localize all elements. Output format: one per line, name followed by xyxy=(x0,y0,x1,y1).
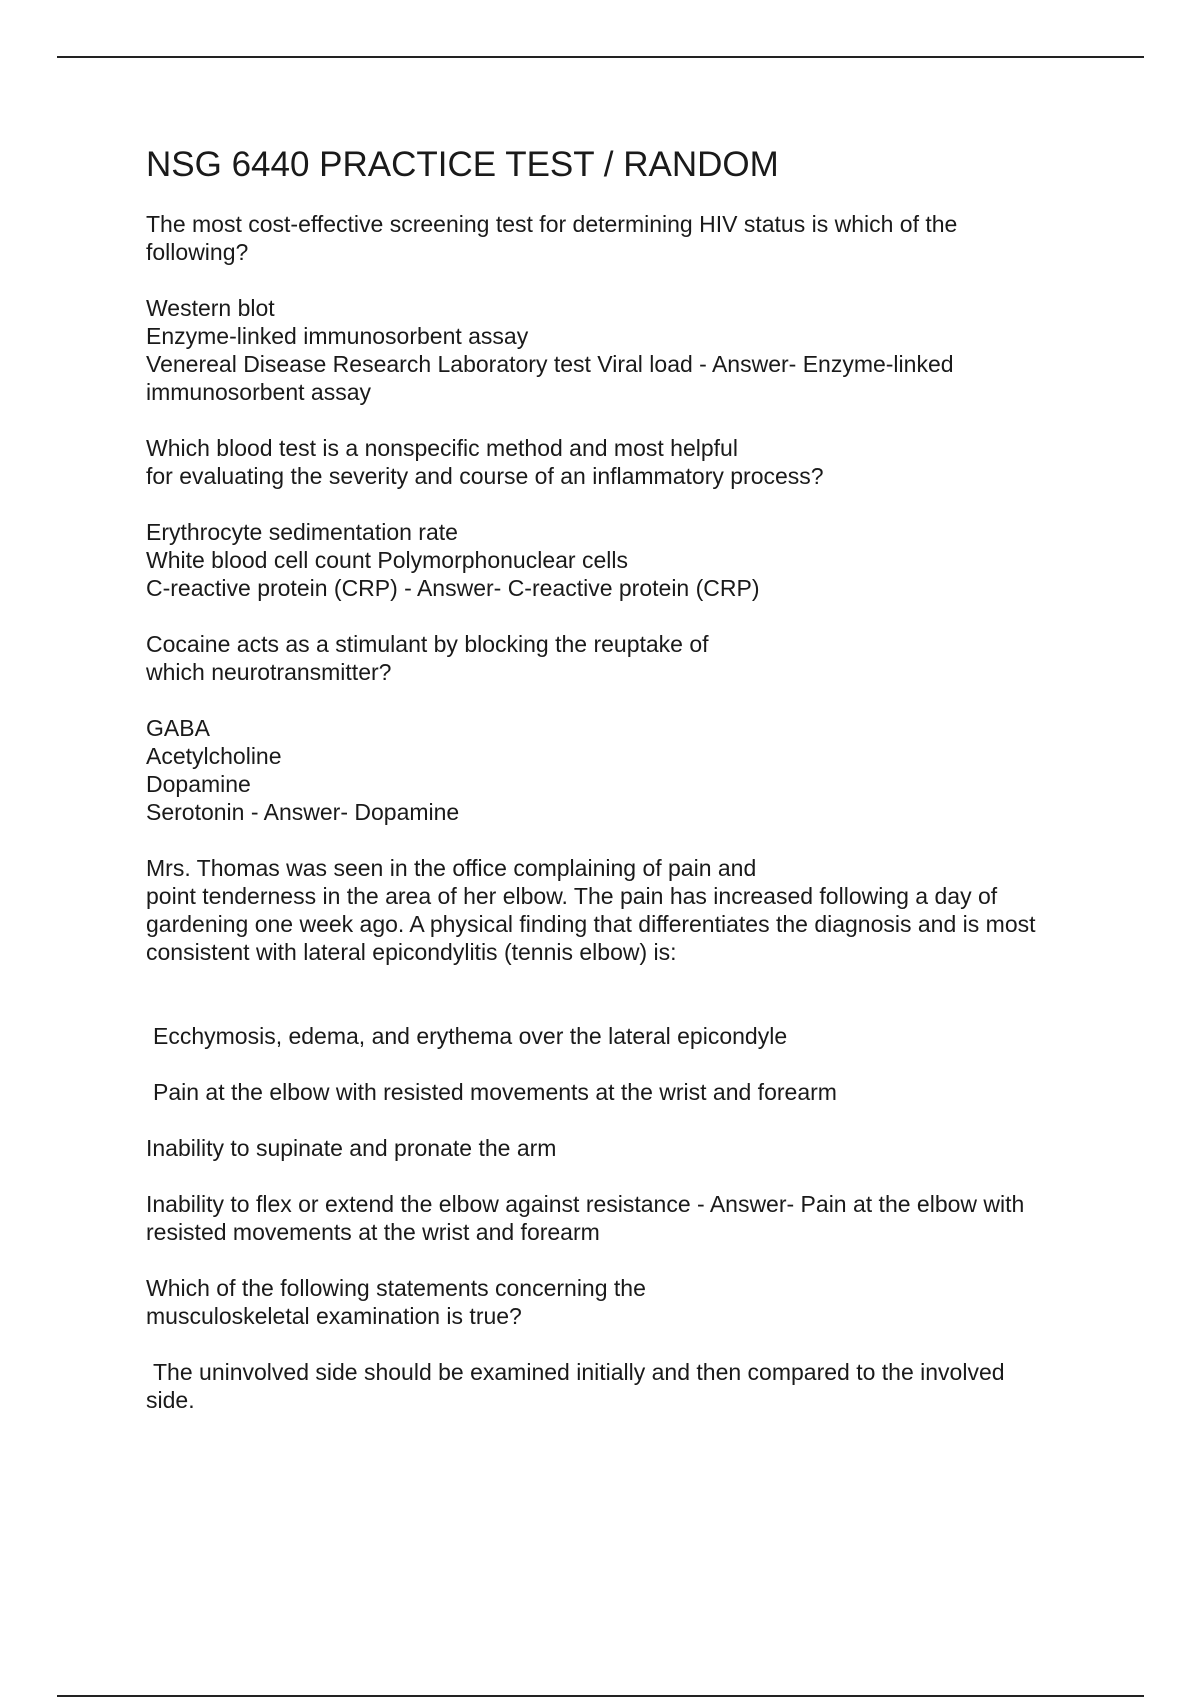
bottom-rule xyxy=(57,1695,1144,1697)
question-2-option: C-reactive protein (CRP) - Answer- C-reactive protein (CRP) xyxy=(146,575,760,601)
question-2-option: Erythrocyte sedimentation rate xyxy=(146,519,458,545)
question-4-text-line: consistent with lateral epicondylitis (tennis elbow) is: xyxy=(146,939,677,965)
question-3-option: Serotonin - Answer- Dopamine xyxy=(146,799,460,825)
question-2 xyxy=(146,434,1106,602)
question-4-text-line: point tenderness in the area of her elbow. The pain has increased following a day of xyxy=(146,883,998,909)
question-4-option: resisted movements at the wrist and forearm xyxy=(146,1219,600,1245)
question-1-option: Venereal Disease Research Laboratory test Viral load - Answer- Enzyme-linked xyxy=(146,351,954,377)
question-5 xyxy=(146,1274,1106,1414)
question-5-text-line: musculoskeletal examination is true? xyxy=(146,1303,522,1329)
question-3 xyxy=(146,630,1106,826)
page-title: NSG 6440 PRACTICE TEST / RANDOM xyxy=(146,145,779,184)
question-3-option: Acetylcholine xyxy=(146,743,282,769)
question-4 xyxy=(146,854,1106,1246)
question-1-text-line: following? xyxy=(146,239,249,265)
question-4-option: Ecchymosis, edema, and erythema over the lateral epicondyle xyxy=(153,1023,788,1049)
question-5-text-line: Which of the following statements concerning the xyxy=(146,1275,646,1301)
question-4-text-line: Mrs. Thomas was seen in the office complaining of pain and xyxy=(146,855,757,881)
document-body xyxy=(146,142,1106,1414)
question-3-option: Dopamine xyxy=(146,771,251,797)
question-3-text-line: Cocaine acts as a stimulant by blocking the reuptake of xyxy=(146,631,709,657)
question-2-option: White blood cell count Polymorphonuclear cells xyxy=(146,547,628,573)
top-rule xyxy=(57,56,1144,58)
question-2-text-line: for evaluating the severity and course of an inflammatory process? xyxy=(146,463,824,489)
question-1-option: Western blot xyxy=(146,295,275,321)
question-4-option: Pain at the elbow with resisted movements at the wrist and forearm xyxy=(153,1079,837,1105)
question-1-option: immunosorbent assay xyxy=(146,379,371,405)
question-3-option: GABA xyxy=(146,715,210,741)
question-2-text-line: Which blood test is a nonspecific method and most helpful xyxy=(146,435,738,461)
question-4-option: Inability to supinate and pronate the arm xyxy=(146,1135,557,1161)
question-1-text-line: The most cost-effective screening test for determining HIV status is which of the xyxy=(146,211,958,237)
question-4-option: Inability to flex or extend the elbow against resistance - Answer- Pain at the elbow with xyxy=(146,1191,1025,1217)
question-1-option: Enzyme-linked immunosorbent assay xyxy=(146,323,529,349)
question-4-text-line: gardening one week ago. A physical finding that differentiates the diagnosis and is most xyxy=(146,911,1036,937)
question-1 xyxy=(146,210,1106,406)
question-5-option: side. xyxy=(146,1387,195,1413)
question-5-option: The uninvolved side should be examined initially and then compared to the involved xyxy=(153,1359,1005,1385)
question-3-text-line: which neurotransmitter? xyxy=(146,659,392,685)
